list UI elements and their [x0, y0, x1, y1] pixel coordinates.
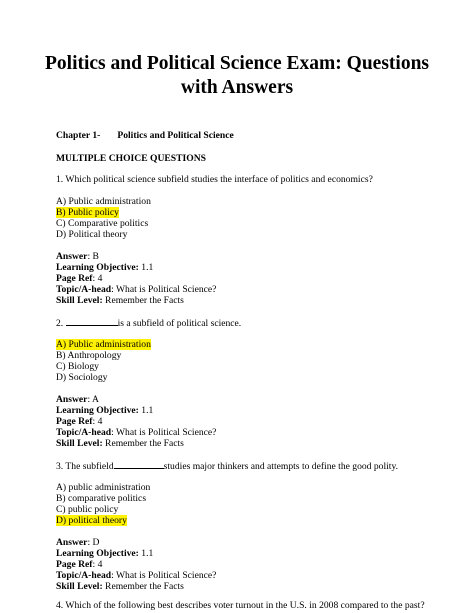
answer-value: : B: [87, 251, 99, 262]
page-ref-label: Page Ref: [56, 273, 93, 284]
q2-option-c: C) Biology: [56, 361, 99, 372]
page-ref-label: Page Ref: [56, 559, 93, 570]
q2-option-a: [56, 339, 151, 350]
q1-objective: [56, 262, 153, 273]
topic-label: Topic/A-head: [56, 284, 112, 295]
q2-suffix: is a subfield of political science.: [117, 318, 242, 329]
topic-label: Topic/A-head: [56, 570, 112, 581]
q1-topic: [56, 284, 216, 295]
answer-label: Answer: [56, 251, 88, 262]
topic-value: : What is Political Science?: [111, 284, 217, 295]
skill-label: Skill Level:: [56, 295, 103, 306]
skill-value: Remember the Facts: [102, 438, 184, 449]
objective-label: Learning Objective:: [56, 405, 139, 416]
q3-page-ref: [56, 559, 102, 570]
q1-skill: [56, 295, 184, 306]
q1-page-ref: [56, 273, 102, 284]
q1-option-a: A) Public administration: [56, 196, 151, 207]
q2-option-a-highlight: A) Public administration: [56, 339, 151, 350]
q2-topic: [56, 427, 216, 438]
question-3-text: [56, 460, 398, 472]
question-2-text: [56, 317, 241, 329]
answer-value: : D: [87, 537, 100, 548]
q2-answer: [56, 394, 99, 405]
title-line-2: with Answers: [180, 77, 294, 98]
q2-page-ref: [56, 416, 102, 427]
objective-label: Learning Objective:: [56, 262, 139, 273]
q3-option-b: B) comparative politics: [56, 493, 147, 504]
q3-topic: [56, 570, 216, 581]
document-title: [0, 52, 474, 100]
section-heading: MULTIPLE CHOICE QUESTIONS: [56, 153, 206, 164]
q3-option-c: C) public policy: [56, 504, 119, 515]
q2-prefix: 2.: [56, 318, 66, 329]
q3-option-d: [56, 515, 127, 526]
q3-option-a: A) public administration: [56, 482, 151, 493]
chapter-name: Politics and Political Science: [117, 130, 234, 141]
q3-skill: [56, 581, 184, 592]
q1-option-d: D) Political theory: [56, 229, 128, 240]
q2-option-b: B) Anthropology: [56, 350, 122, 361]
q1-option-b: [56, 207, 119, 218]
q1-option-b-highlight: B) Public policy: [56, 207, 119, 218]
chapter-label: Chapter 1-: [56, 130, 101, 141]
answer-value: : A: [87, 394, 99, 405]
answer-label: Answer: [56, 537, 88, 548]
q3-answer: [56, 537, 99, 548]
page-ref-value: : 4: [92, 416, 103, 427]
objective-value: 1.1: [138, 262, 154, 273]
skill-value: Remember the Facts: [102, 295, 184, 306]
topic-value: : What is Political Science?: [111, 427, 217, 438]
skill-value: Remember the Facts: [102, 581, 184, 592]
title-line-1: Politics and Political Science Exam: Questions: [44, 53, 430, 74]
q2-skill: [56, 438, 184, 449]
answer-label: Answer: [56, 394, 88, 405]
q3-objective: [56, 548, 153, 559]
topic-label: Topic/A-head: [56, 427, 112, 438]
q1-option-c: C) Comparative politics: [56, 218, 149, 229]
question-1-text: 1. Which political science subfield studies the interface of politics and economics?: [56, 174, 373, 185]
q3-option-d-highlight: D) political theory: [56, 515, 127, 526]
skill-label: Skill Level:: [56, 581, 103, 592]
q3-blank: [114, 460, 164, 469]
page-ref-value: : 4: [92, 273, 103, 284]
objective-value: 1.1: [138, 405, 154, 416]
q2-objective: [56, 405, 153, 416]
q1-answer: [56, 251, 99, 262]
q3-suffix: studies major thinkers and attempts to define the good polity.: [163, 461, 399, 472]
question-4-text: 4. Which of the following best describes voter turnout in the U.S. in 2008 compared to the past?: [56, 600, 425, 611]
q2-blank: [66, 317, 118, 326]
objective-value: 1.1: [138, 548, 154, 559]
q3-prefix: 3. The subfield: [56, 461, 114, 472]
chapter-heading: [56, 130, 234, 141]
page-ref-value: : 4: [92, 559, 103, 570]
page-ref-label: Page Ref: [56, 416, 93, 427]
objective-label: Learning Objective:: [56, 548, 139, 559]
topic-value: : What is Political Science?: [111, 570, 217, 581]
skill-label: Skill Level:: [56, 438, 103, 449]
q2-option-d: D) Sociology: [56, 372, 108, 383]
